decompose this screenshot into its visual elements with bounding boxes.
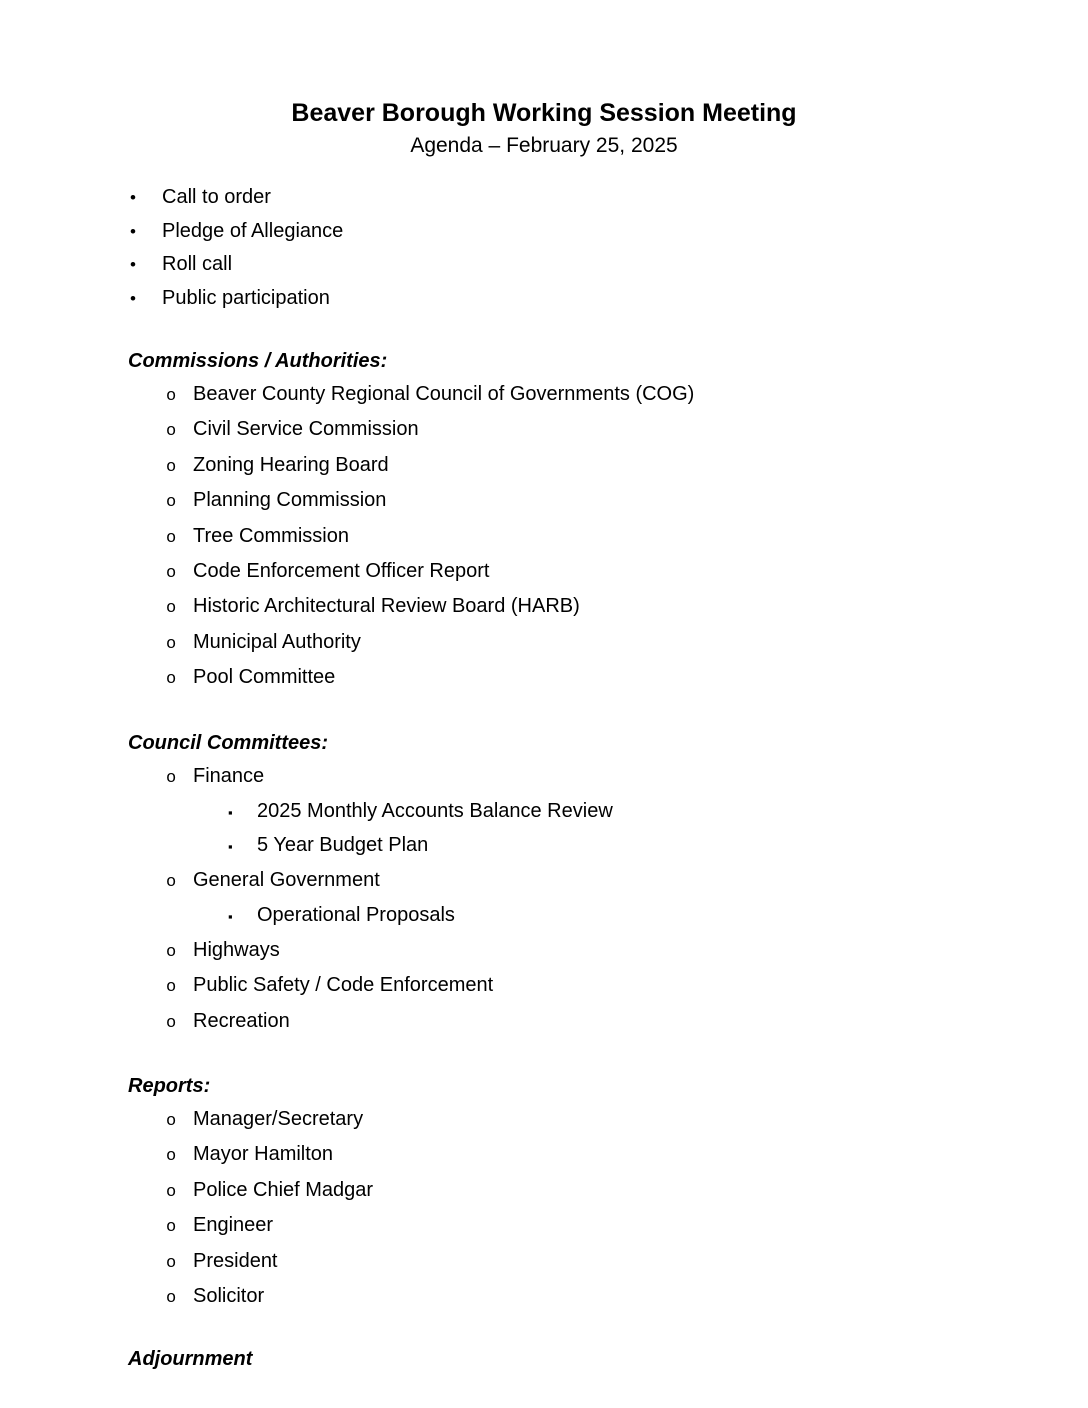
section-heading: Council Committees:	[128, 731, 329, 754]
list-item	[166, 1174, 1088, 1209]
list-item	[166, 626, 1088, 661]
square-bullet-icon: ▪	[228, 839, 233, 855]
list-item-label: Call to order	[162, 186, 271, 208]
list-item-label: Code Enforcement Officer Report	[193, 560, 490, 583]
list-item	[228, 829, 1088, 863]
circle-bullet-icon: o	[166, 493, 177, 513]
circle-bullet-icon: o	[166, 1288, 177, 1308]
list-item-label: Tree Commission	[193, 524, 349, 547]
list-item-label: Historic Architectural Review Board (HARB)	[193, 595, 580, 618]
list-item	[166, 1280, 1088, 1315]
circle-bullet-icon: o	[166, 1147, 177, 1167]
list-item	[166, 1103, 1088, 1138]
list-item	[166, 969, 1088, 1004]
list-item-label: 5 Year Budget Plan	[257, 834, 429, 857]
list-item-label: Pool Committee	[193, 666, 336, 689]
list-item-label: Solicitor	[193, 1284, 265, 1307]
list-item	[130, 282, 1088, 316]
document-subtitle: Agenda – February 25, 2025	[410, 134, 678, 157]
list-item-label: General Government	[193, 868, 380, 891]
circle-bullet-icon: o	[166, 1013, 177, 1033]
list-item-label: Public Safety / Code Enforcement	[193, 974, 494, 997]
list-item	[166, 378, 1088, 413]
list-item	[166, 864, 1088, 899]
list-item-label: Beaver County Regional Council of Governments (COG)	[193, 383, 695, 405]
list-item-label: Operational Proposals	[257, 904, 455, 927]
disc-bullet-icon: •	[130, 221, 136, 241]
circle-bullet-icon: o	[166, 599, 177, 619]
list-item	[166, 413, 1088, 448]
circle-bullet-icon: o	[166, 528, 177, 548]
list-item	[166, 484, 1088, 519]
list-item-label: Engineer	[193, 1214, 274, 1237]
list-item	[166, 934, 1088, 969]
list-item	[166, 555, 1088, 590]
square-bullet-icon: ▪	[228, 805, 233, 821]
list-item	[228, 899, 1088, 933]
list-item	[130, 215, 1088, 249]
square-bullet-icon: ▪	[228, 909, 233, 925]
circle-bullet-icon: o	[166, 1218, 177, 1238]
list-item	[228, 795, 1088, 829]
section-heading: Commissions / Authorities:	[128, 350, 388, 372]
list-item-label: President	[193, 1249, 278, 1272]
circle-bullet-icon: o	[166, 1182, 177, 1202]
list-item	[130, 181, 1088, 215]
document-title: Beaver Borough Working Session Meeting	[291, 99, 797, 127]
circle-bullet-icon: o	[166, 457, 177, 477]
list-item	[166, 449, 1088, 484]
disc-bullet-icon: •	[130, 255, 136, 274]
circle-bullet-icon: o	[166, 634, 177, 654]
circle-bullet-icon: o	[166, 978, 177, 998]
list-item	[166, 760, 1088, 795]
list-item-label: Highways	[193, 938, 280, 961]
agenda-sections	[0, 345, 1088, 1315]
circle-bullet-icon: o	[166, 387, 177, 406]
circle-bullet-icon: o	[166, 564, 177, 584]
list-item	[166, 1245, 1088, 1280]
list-item-label: Zoning Hearing Board	[193, 453, 389, 476]
list-item	[166, 1138, 1088, 1173]
list-item-label: Pledge of Allegiance	[162, 219, 344, 242]
circle-bullet-icon: o	[166, 1253, 177, 1273]
list-item-label: Public participation	[162, 286, 330, 309]
list-item	[166, 520, 1088, 555]
section-heading: Reports:	[128, 1074, 211, 1097]
circle-bullet-icon: o	[166, 422, 177, 442]
list-item	[166, 590, 1088, 625]
list-item	[130, 248, 1088, 282]
list-item	[166, 661, 1088, 696]
circle-bullet-icon: o	[166, 942, 177, 962]
circle-bullet-icon: o	[166, 872, 177, 892]
circle-bullet-icon: o	[166, 670, 177, 690]
list-item-label: Finance	[193, 764, 265, 787]
circle-bullet-icon: o	[166, 768, 177, 788]
list-item-label: Manager/Secretary	[193, 1107, 364, 1130]
agenda-top-list	[0, 181, 1088, 315]
list-item-label: Recreation	[193, 1009, 290, 1032]
list-item-label: 2025 Monthly Accounts Balance Review	[257, 800, 613, 823]
list-item-label: Police Chief Madgar	[193, 1178, 374, 1201]
list-item	[166, 1005, 1088, 1040]
list-item-label: Mayor Hamilton	[193, 1143, 334, 1166]
list-item	[166, 1209, 1088, 1244]
list-item-label: Municipal Authority	[193, 630, 361, 653]
disc-bullet-icon: •	[130, 288, 136, 308]
list-item-label: Roll call	[162, 253, 233, 275]
circle-bullet-icon: o	[166, 1111, 177, 1131]
disc-bullet-icon: •	[130, 188, 136, 207]
list-item-label: Civil Service Commission	[193, 418, 419, 441]
list-item-label: Planning Commission	[193, 489, 387, 512]
adjournment-heading: Adjournment	[128, 1348, 253, 1371]
